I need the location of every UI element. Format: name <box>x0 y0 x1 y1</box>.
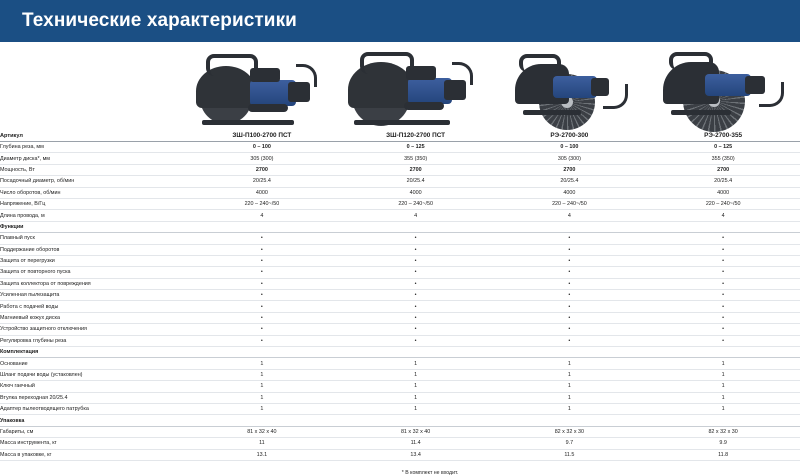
circular-saw-tool-icon <box>495 50 643 128</box>
row-value: 4 <box>646 210 800 221</box>
table-row <box>0 198 800 209</box>
row-label: Защита от повторного пуска <box>0 267 185 278</box>
section-empty <box>185 221 339 232</box>
table-row <box>0 255 800 266</box>
row-value: 220 – 240~/50 <box>493 198 647 209</box>
section-row-kit <box>0 347 800 358</box>
section-label: Упаковка <box>0 415 185 426</box>
product-name-3: РЭ-2700-300 <box>493 130 647 142</box>
product-image-3 <box>493 42 647 128</box>
row-value: • <box>646 335 800 346</box>
row-value: • <box>493 324 647 335</box>
section-empty <box>646 415 800 426</box>
row-value: 9.9 <box>646 438 800 449</box>
row-value: • <box>493 312 647 323</box>
section-row-packaging <box>0 415 800 426</box>
row-value: • <box>185 233 339 244</box>
row-label: Магниевый кожух диска <box>0 312 185 323</box>
row-value: • <box>493 267 647 278</box>
row-value: 2700 <box>493 164 647 175</box>
row-value: 20/25.4 <box>493 176 647 187</box>
row-value: 4000 <box>646 187 800 198</box>
table-row <box>0 153 800 164</box>
row-value: • <box>646 301 800 312</box>
row-value: 1 <box>646 392 800 403</box>
section-empty <box>493 415 647 426</box>
row-value: 2700 <box>339 164 493 175</box>
row-value: 1 <box>185 381 339 392</box>
row-value: • <box>339 255 493 266</box>
row-value: • <box>185 244 339 255</box>
row-value: 1 <box>185 403 339 414</box>
row-value: • <box>185 301 339 312</box>
row-value: 4 <box>339 210 493 221</box>
row-value: 81 х 32 х 40 <box>339 426 493 437</box>
row-value: 20/25.4 <box>339 176 493 187</box>
section-empty <box>646 221 800 232</box>
row-label: Диаметр диска*, мм <box>0 153 185 164</box>
row-value: 82 х 32 х 30 <box>493 426 647 437</box>
row-value: 11.4 <box>339 438 493 449</box>
section-empty <box>493 221 647 232</box>
table-row <box>0 187 800 198</box>
table-row <box>0 358 800 369</box>
row-label: Усиленная пылезащита <box>0 290 185 301</box>
row-value: • <box>493 244 647 255</box>
row-value: • <box>493 290 647 301</box>
row-value: 1 <box>646 369 800 380</box>
row-value: • <box>185 278 339 289</box>
row-label: Посадочный диаметр, об/мин <box>0 176 185 187</box>
row-value: 11.8 <box>646 449 800 460</box>
row-value: • <box>646 312 800 323</box>
row-value: 1 <box>493 392 647 403</box>
row-value: 20/25.4 <box>185 176 339 187</box>
row-value: 9.7 <box>493 438 647 449</box>
section-empty <box>493 347 647 358</box>
row-value: • <box>185 290 339 301</box>
row-value: 220 – 240~/50 <box>646 198 800 209</box>
row-value: • <box>339 233 493 244</box>
row-value: • <box>646 233 800 244</box>
product-image-row <box>0 42 800 128</box>
footnote: * В комплект не входит. <box>401 469 459 476</box>
product-name-1: ЗШ-П100-2700 ПСТ <box>185 130 339 142</box>
row-label: Ключ гаечный <box>0 381 185 392</box>
row-value: 2700 <box>646 164 800 175</box>
section-empty <box>185 347 339 358</box>
table-row <box>0 449 800 460</box>
row-label: Основание <box>0 358 185 369</box>
table-row <box>0 324 800 335</box>
section-empty <box>185 415 339 426</box>
table-row <box>0 210 800 221</box>
table-row <box>0 176 800 187</box>
row-label: Глубина реза, мм <box>0 142 185 153</box>
table-row <box>0 392 800 403</box>
section-label: Функции <box>0 221 185 232</box>
table-row <box>0 381 800 392</box>
row-label: Защита от перегрузки <box>0 255 185 266</box>
row-value: • <box>339 278 493 289</box>
table-row <box>0 164 800 175</box>
row-value: 1 <box>185 358 339 369</box>
row-value: • <box>339 312 493 323</box>
table-row <box>0 369 800 380</box>
row-label: Габариты, см <box>0 426 185 437</box>
section-row-functions <box>0 221 800 232</box>
table-row <box>0 335 800 346</box>
row-label: Мощность, Вт <box>0 164 185 175</box>
row-value: • <box>339 290 493 301</box>
row-value: • <box>646 290 800 301</box>
row-value: 0 – 125 <box>339 142 493 153</box>
table-row <box>0 312 800 323</box>
row-value: 13.4 <box>339 449 493 460</box>
row-value: 11 <box>185 438 339 449</box>
section-label: Комплектация <box>0 347 185 358</box>
row-label: Масса в упаковке, кг <box>0 449 185 460</box>
row-label: Регулировка глубины реза <box>0 335 185 346</box>
row-value: 355 (350) <box>339 153 493 164</box>
product-name-4: РЭ-2700-355 <box>646 130 800 142</box>
specifications-table <box>0 130 800 461</box>
row-value: 1 <box>339 392 493 403</box>
row-value: • <box>646 244 800 255</box>
row-value: 1 <box>493 403 647 414</box>
row-value: • <box>185 335 339 346</box>
row-value: 11.5 <box>493 449 647 460</box>
row-value: • <box>185 267 339 278</box>
product-image-4 <box>646 42 800 128</box>
row-value: 1 <box>339 369 493 380</box>
row-value: 4000 <box>185 187 339 198</box>
row-value: • <box>339 335 493 346</box>
specifications-table-body <box>0 130 800 460</box>
row-value: • <box>185 324 339 335</box>
row-value: • <box>339 301 493 312</box>
row-value: 1 <box>339 381 493 392</box>
row-value: 355 (350) <box>646 153 800 164</box>
row-value: 0 – 100 <box>493 142 647 153</box>
row-value: 4 <box>493 210 647 221</box>
section-empty <box>339 347 493 358</box>
circular-saw-tool-icon <box>649 50 797 128</box>
row-value: • <box>493 255 647 266</box>
row-value: 1 <box>185 369 339 380</box>
row-value: • <box>646 278 800 289</box>
table-row <box>0 301 800 312</box>
row-label: Втулка переходная 20/25.4 <box>0 392 185 403</box>
row-value: • <box>646 267 800 278</box>
section-empty <box>339 221 493 232</box>
row-value: • <box>493 301 647 312</box>
row-label: Число оборотов, об/мин <box>0 187 185 198</box>
section-empty <box>339 415 493 426</box>
row-value: 1 <box>185 392 339 403</box>
row-value: 1 <box>646 403 800 414</box>
row-value: • <box>339 244 493 255</box>
row-label: Длина провода, м <box>0 210 185 221</box>
row-label: Напряжение, В/Гц <box>0 198 185 209</box>
row-label: Защита коллектора от повреждения <box>0 278 185 289</box>
section-empty <box>646 347 800 358</box>
table-row <box>0 267 800 278</box>
row-value: 1 <box>339 403 493 414</box>
row-value: 13.1 <box>185 449 339 460</box>
wall-chaser-tool-icon <box>188 50 336 128</box>
row-value: 20/25.4 <box>646 176 800 187</box>
row-label: Поддержание оборотов <box>0 244 185 255</box>
row-value: • <box>493 233 647 244</box>
row-value: 305 (300) <box>493 153 647 164</box>
row-value: 4 <box>185 210 339 221</box>
table-row <box>0 426 800 437</box>
table-row <box>0 403 800 414</box>
product-row-spacer <box>0 42 185 128</box>
row-label: Работа с подачей воды <box>0 301 185 312</box>
row-value: 81 х 32 х 40 <box>185 426 339 437</box>
table-header-row <box>0 130 800 142</box>
wall-chaser-tool-icon <box>342 50 490 128</box>
row-value: 0 – 125 <box>646 142 800 153</box>
row-value: 4000 <box>493 187 647 198</box>
row-value: • <box>185 312 339 323</box>
row-value: • <box>339 324 493 335</box>
row-value: 305 (300) <box>185 153 339 164</box>
row-value: 82 х 32 х 30 <box>646 426 800 437</box>
row-value: 1 <box>493 358 647 369</box>
row-value: 220 – 240~/50 <box>339 198 493 209</box>
table-row <box>0 244 800 255</box>
product-name-2: ЗШ-П120-2700 ПСТ <box>339 130 493 142</box>
row-label: Шланг подачи воды (устаковлен) <box>0 369 185 380</box>
product-image-1 <box>185 42 339 128</box>
row-value: 2700 <box>185 164 339 175</box>
product-image-2 <box>339 42 493 128</box>
row-value: 1 <box>646 358 800 369</box>
row-value: • <box>185 255 339 266</box>
table-row <box>0 290 800 301</box>
row-value: 1 <box>646 381 800 392</box>
row-value: 220 – 240~/50 <box>185 198 339 209</box>
row-value: 1 <box>493 369 647 380</box>
row-value: • <box>646 324 800 335</box>
row-value: • <box>646 255 800 266</box>
column-header-label: Артикул <box>0 130 185 142</box>
page-title: Технические характеристики <box>22 10 297 31</box>
row-label: Устройство защитного отключения <box>0 324 185 335</box>
table-row <box>0 233 800 244</box>
row-value: 1 <box>339 358 493 369</box>
table-row <box>0 278 800 289</box>
row-label: Масса инструмента, кг <box>0 438 185 449</box>
table-row <box>0 438 800 449</box>
table-row <box>0 142 800 153</box>
row-value: 0 – 100 <box>185 142 339 153</box>
row-value: • <box>339 267 493 278</box>
row-value: • <box>493 278 647 289</box>
row-value: • <box>493 335 647 346</box>
row-value: 4000 <box>339 187 493 198</box>
row-label: Адаптер пылеотводящего патрубка <box>0 403 185 414</box>
row-label: Плавный пуск <box>0 233 185 244</box>
page-header <box>0 0 800 42</box>
row-value: 1 <box>493 381 647 392</box>
